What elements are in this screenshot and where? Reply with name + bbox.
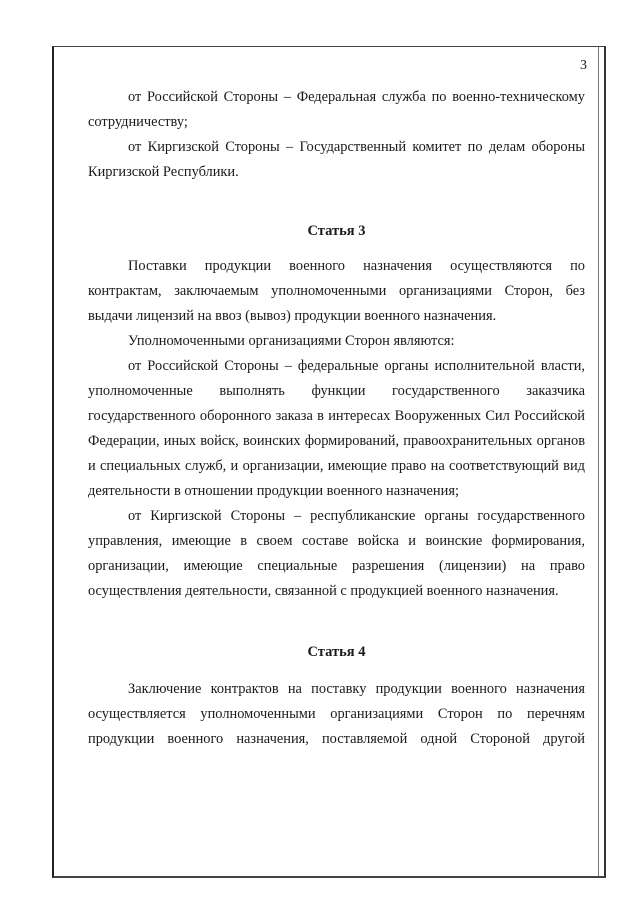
article-3-paragraph-1: Поставки продукции военного назначения осуществляются по контрактам, заключаемым уполномоченными организациями Сторон, без выдачи лицензий на ввоз (вывоз) продукции военного назначения. — [88, 258, 585, 324]
paragraph-kyrgyz-side-authority: от Киргизской Стороны – Государственный комитет по делам обороны Киргизской Республики. — [88, 139, 585, 180]
article-3-heading: Статья 3 — [307, 223, 366, 239]
paragraph-russian-side-authority: от Российской Стороны – Федеральная служба по военно-техническому сотрудничеству; — [88, 89, 585, 130]
article-3-paragraph-4: от Киргизской Стороны – республиканские органы государственного управления, имеющие в своем составе войска и воинские формирования, организации, имеющие специальные разрешения (лицензии) на право осуществления деятельности, связанной с продукцией военного назначения. — [88, 508, 585, 599]
article-4-heading: Статья 4 — [307, 644, 366, 660]
article-3-paragraph-3: от Российской Стороны – федеральные органы исполнительной власти, уполномоченные выполнять функции государственного заказчика государственного оборонного заказа в интересах Вооруженных Сил Российской Федерации, иных войск, воинских формирований, правоохранительных органов и специальных служб, и организации, имеющие право на соответствующий вид деятельности в отношении продукции военного назначения; — [88, 358, 585, 499]
page-number: 3 — [580, 58, 587, 73]
article-3-paragraph-2: Уполномоченными организациями Сторон являются: — [128, 333, 455, 349]
document-body — [88, 85, 585, 752]
article-4-paragraph-1: Заключение контрактов на поставку продукции военного назначения осуществляется уполномоченными организациями Сторон по перечням продукции военного назначения, поставляемой одной Стороной другой — [88, 681, 585, 747]
